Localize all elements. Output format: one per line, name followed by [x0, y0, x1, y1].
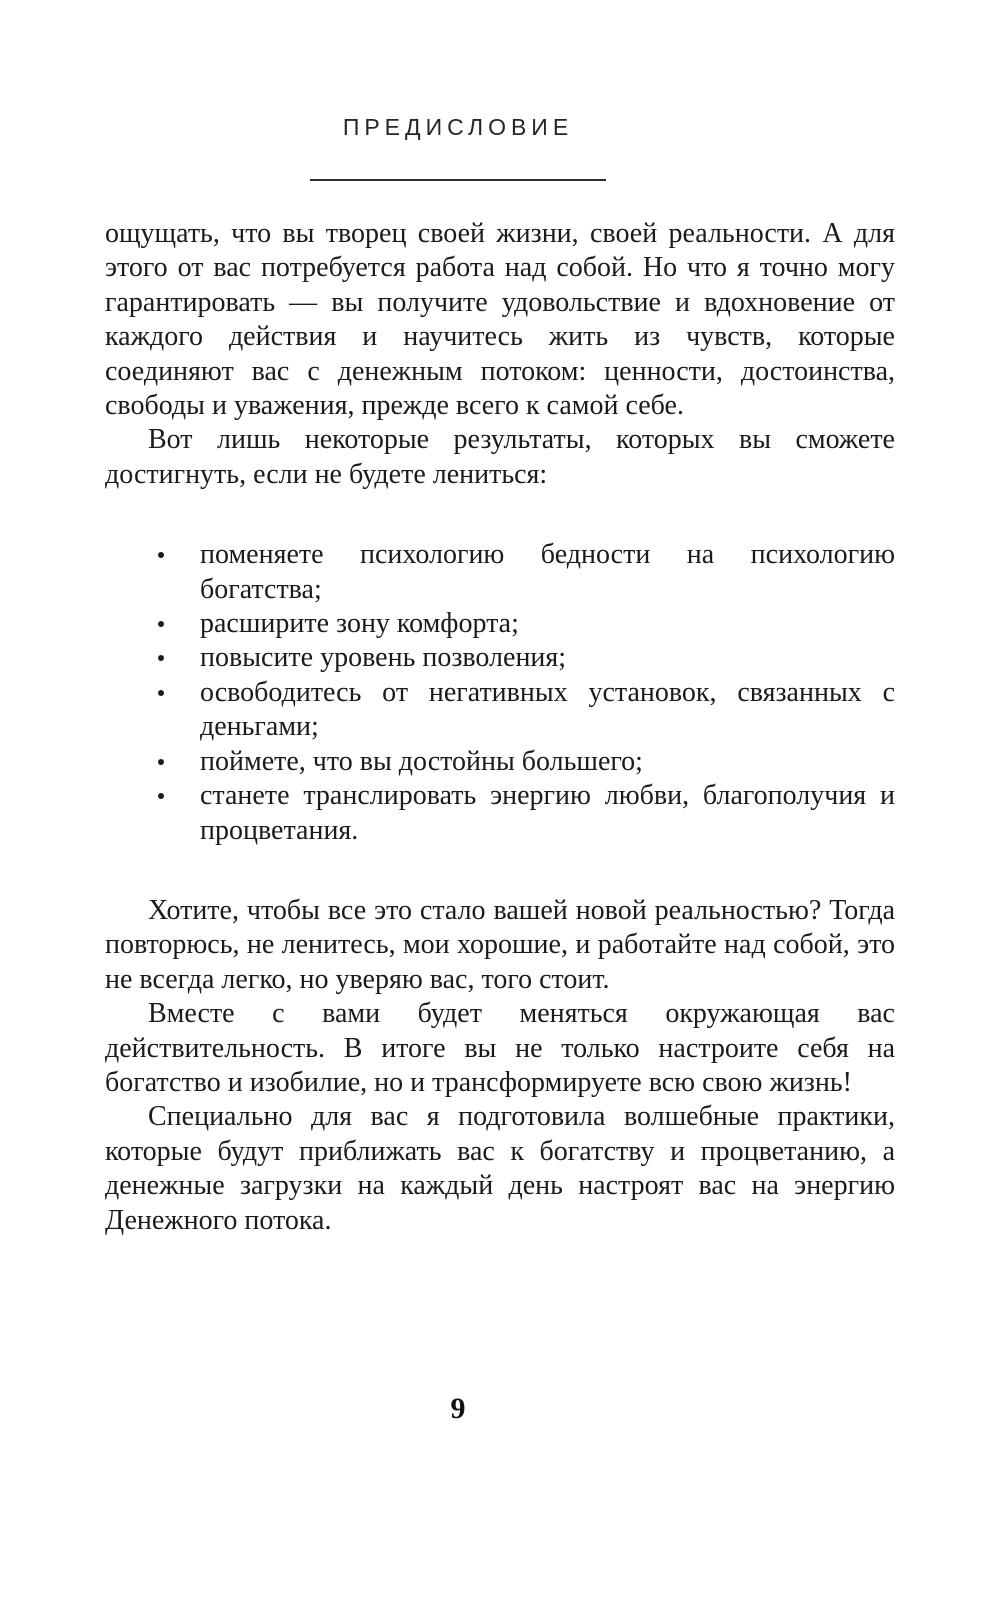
header-divider-rule — [310, 179, 606, 181]
list-item — [105, 745, 895, 779]
bullet-icon — [158, 655, 164, 661]
list-item-text: освободитесь от негативных установок, связанных с деньгами; — [200, 676, 895, 743]
list-item-text: поменяете психологию бедности на психологию богатства; — [200, 539, 895, 605]
list-item — [105, 779, 895, 848]
list-item-text: повысите уровень позволения; — [200, 642, 567, 674]
paragraph: Вот лишь некоторые результаты, которых вы сможете достигнуть, если не будете лениться: — [105, 424, 895, 490]
chapter-running-head: ПРЕДИСЛОВИЕ — [342, 114, 574, 140]
results-list — [105, 538, 895, 848]
list-item-text: расширите зону комфорта; — [200, 608, 519, 640]
paragraph: Специально для вас я подготовила волшебные практики, которые будут приближать вас к богатству и процветанию, а денежные загрузки на каждый день настроят вас на энергию Денежного потока. — [105, 1101, 895, 1236]
bullet-icon — [158, 552, 164, 558]
page-number: 9 — [450, 1392, 466, 1425]
bullet-icon — [158, 690, 164, 696]
bullet-icon — [158, 793, 164, 799]
bullet-icon — [158, 621, 164, 627]
paragraph: Вместе с вами будет меняться окружающая вас действительность. В итоге вы не только настроите себя на богатство и изобилие, но и трансформируете всю свою жизнь! — [105, 998, 895, 1098]
page-body — [0, 217, 1000, 1238]
list-item — [105, 676, 895, 745]
paragraph: Хотите, чтобы все это стало вашей новой реальностью? Тогда повторюсь, не ленитесь, мои хорошие, и работайте над собой, это не всегда легко, но уверяю вас, того стоит. — [105, 894, 895, 995]
list-item-text: поймете, что вы достойны большего; — [200, 745, 643, 777]
bullet-icon — [158, 759, 164, 765]
list-item — [105, 607, 895, 641]
list-item — [105, 641, 895, 675]
list-item-text: станете транслировать энергию любви, благополучия и процветания. — [200, 780, 895, 846]
paragraph: ощущать, что вы творец своей жизни, своей реальности. А для этого от вас потребуется работа над собой. Но что я точно могу гарантировать — вы получите удовольствие и вдохновение от каждого действия и научитесь жить из чувств, которые соединяют вас с денежным потоком: ценности, достоинства, свободы и уважения, прежде всего к самой себе. — [105, 218, 895, 422]
list-item — [105, 538, 895, 607]
